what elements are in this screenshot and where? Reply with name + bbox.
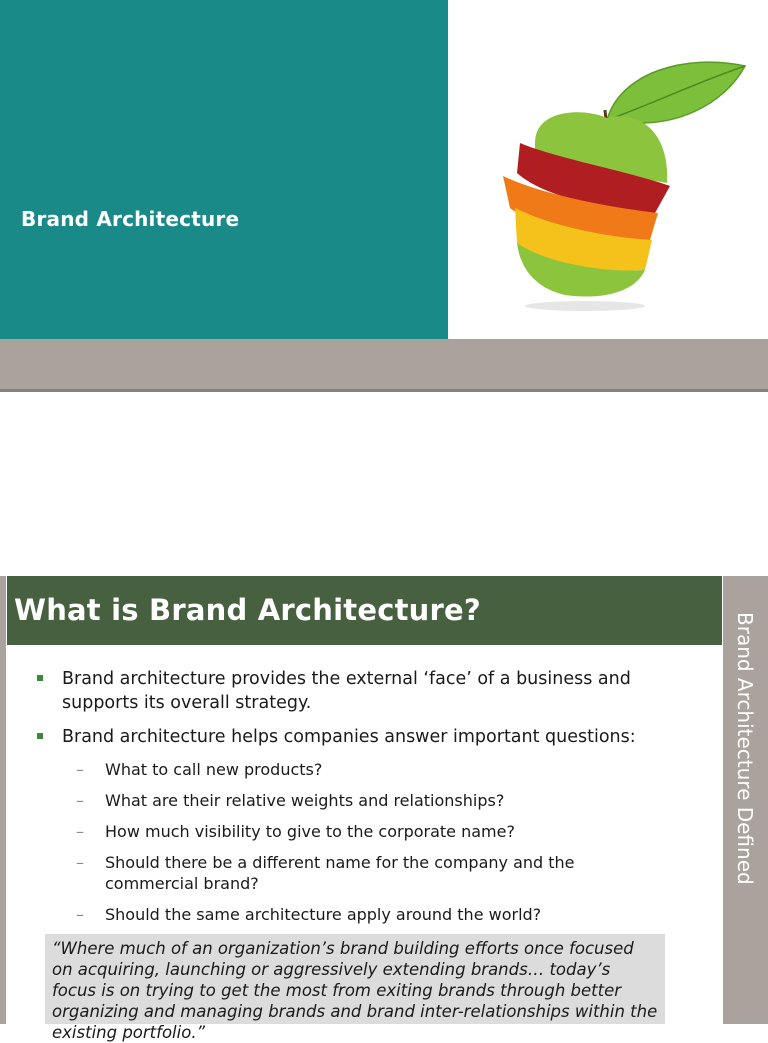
subbullet-text: What to call new products? xyxy=(105,760,323,779)
bullet-square-icon xyxy=(37,675,43,681)
bullet-square-icon xyxy=(37,733,43,739)
dash-icon: – xyxy=(76,822,84,841)
slide-heading: What is Brand Architecture? xyxy=(14,593,481,627)
subbullet-item xyxy=(76,904,645,925)
slide-title: Brand Architecture xyxy=(21,207,240,231)
subbullet-text: How much visibility to give to the corporate name? xyxy=(105,822,515,841)
quote-text: “Where much of an organization’s brand building efforts once focused on acquiring, launching or aggressively extending brands… today’s focus is on trying to get the most from exiting brands through better organizing and managing brands and brand inter-relationships within the existing portfolio.” xyxy=(52,939,658,1042)
dash-icon: – xyxy=(76,905,84,924)
bullet-item xyxy=(37,725,702,749)
bullet-text: Brand architecture helps companies answer important questions: xyxy=(62,727,636,747)
title-slide-footer-bar xyxy=(0,339,768,389)
side-panel-label: Brand Architecture Defined xyxy=(733,612,757,885)
slide-left-border xyxy=(0,576,6,1024)
subbullet-item xyxy=(76,852,645,894)
title-slide-panel xyxy=(0,0,448,339)
footer-divider xyxy=(0,389,768,392)
dash-icon: – xyxy=(76,791,84,810)
subbullet-item xyxy=(76,759,645,780)
subbullet-item xyxy=(76,821,645,842)
bullet-item xyxy=(37,667,702,715)
dash-icon: – xyxy=(76,853,84,872)
quote-box xyxy=(45,934,665,1042)
bullet-text: Brand architecture provides the external ‘face’ of a business and supports its overall strategy. xyxy=(62,669,631,713)
subbullet-text: What are their relative weights and relationships? xyxy=(105,791,505,810)
fruit-stack-image xyxy=(495,48,760,313)
subbullet-text: Should there be a different name for the company and the commercial brand? xyxy=(105,853,575,893)
dash-icon: – xyxy=(76,760,84,779)
subbullet-item xyxy=(76,790,645,811)
subbullet-text: Should the same architecture apply around the world? xyxy=(105,905,542,924)
